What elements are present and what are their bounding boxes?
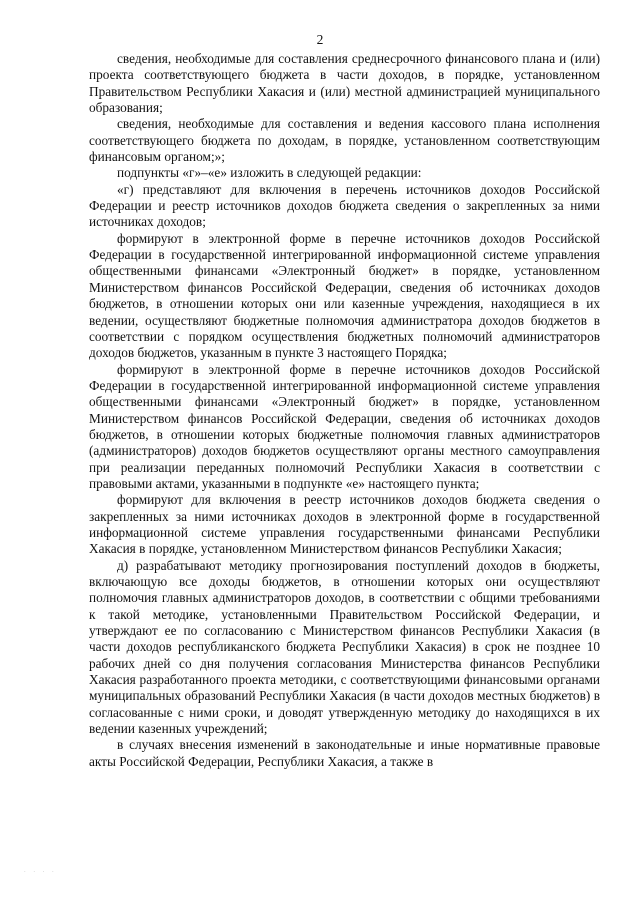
- paragraph: сведения, необходимые для составления среднесрочного финансового плана и (или) проекта соответствующего бюджета в части доходов, в порядке, установленном Правительством Республики Хакасия и (или) местной администрацией муниципального образования;: [89, 51, 600, 116]
- paragraph: подпункты «г»–«е» изложить в следующей редакции:: [117, 165, 422, 181]
- paragraph: формируют в электронной форме в перечне источников доходов Российской Федерации в государственной интегрированной информационной системе управления общественными финансами «Электронный бюджет» в порядке, установленном Министерством финансов Российской Федерации, сведения об источниках доходов бюджетов, в отношении которых они или казенные учреждения, находящиеся в их ведении, осуществляют бюджетные полномочия администратора доходов бюджетов в соответствии с порядком осуществления бюджетных полномочий администраторов доходов бюджетов, указанным в пункте 3 настоящего Порядка;: [89, 230, 600, 361]
- scan-artifact: . . . .: [24, 868, 57, 874]
- document-body: [89, 51, 600, 770]
- paragraph: «г) представляют для включения в перечень источников доходов Российской Федерации и реестр источников доходов бюджета сведения о закрепленных за ними источниках доходов;: [89, 181, 600, 230]
- paragraph: сведения, необходимые для составления и ведения кассового плана исполнения соответствующего бюджета по доходам, в порядке, установленном соответствующим финансовым органом;»;: [89, 116, 600, 165]
- paragraph: формируют в электронной форме в перечне источников доходов Российской Федерации в государственной интегрированной информационной системе управления общественными финансами «Электронный бюджет» в порядке, установленном Министерством финансов Российской Федерации, сведения об источниках доходов бюджетов, в отношении которых бюджетные полномочия главных администраторов (администраторов) доходов бюджетов осуществляют органы местного самоуправления при реализации переданных полномочий Республики Хакасия в соответствии с правовыми актами, указанными в подпункте «е» настоящего пункта;: [89, 361, 600, 491]
- paragraph: в случаях внесения изменений в законодательные и иные нормативные правовые акты Российской Федерации, Республики Хакасия, а также в: [89, 737, 600, 769]
- paragraph: формируют для включения в реестр источников доходов бюджета сведения о закрепленных за ними источниках доходов в электронной форме в государственной информационной системе управления государственными финансами Республики Хакасия в порядке, установленном Министерством финансов Республики Хакасия;: [89, 492, 600, 557]
- paragraph: д) разрабатывают методику прогнозирования поступлений доходов в бюджеты, включающую все доходы бюджетов, в отношении которых они осуществляют полномочия главных администраторов доходов, в соответствии с общими требованиями к такой методике, установленными Правительством Российской Федерации, и утверждают ее по согласованию с Министерством финансов Республики Хакасия (в части доходов республиканского бюджета Республики Хакасия) в срок не позднее 10 рабочих дней со дня получения согласования Министерства финансов Республики Хакасия разработанного проекта методики, с соответствующими финансовыми органами муниципальных образований Республики Хакасия (в части доходов местных бюджетов) в согласованные с ними сроки, и доводят утвержденную методику до находящихся в их ведении казенных учреждений;: [89, 557, 600, 737]
- page-number: 2: [316, 32, 324, 47]
